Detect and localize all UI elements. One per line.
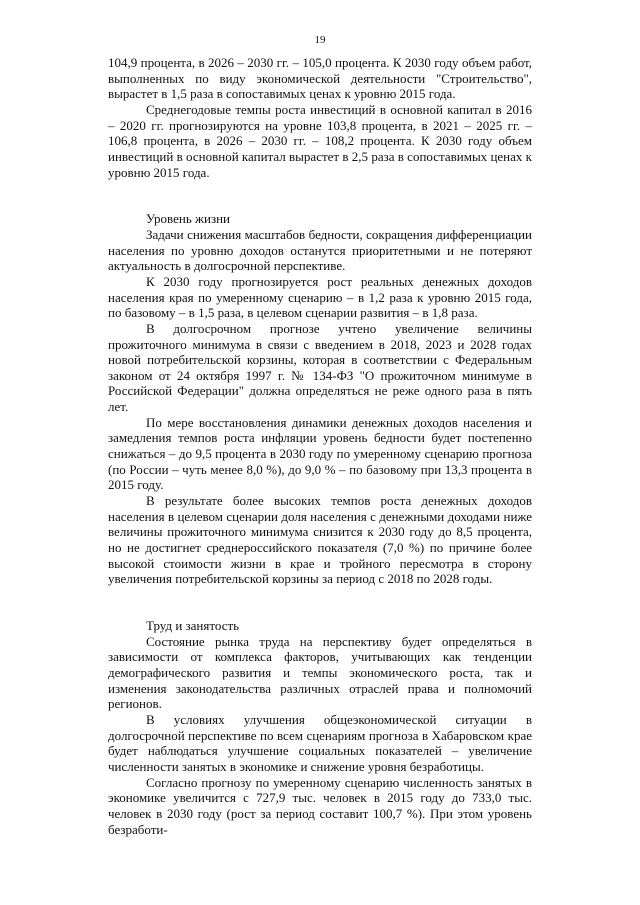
- section-heading-living-standard: Уровень жизни: [146, 211, 231, 227]
- section-heading-labor-employment: Труд и занятость: [146, 618, 240, 633]
- paragraph: 104,9 процента, в 2026 – 2030 гг. – 105,0 процента. К 2030 году объем работ, выполненных по виду экономической деятельности "Строительство", вырастет в 1,5 раза в сопоставимых ценах к уровню 2015 года.: [108, 55, 532, 102]
- paragraph: Согласно прогнозу по умеренному сценарию численность занятых в экономике увеличится с 727,9 тыс. человек в 2015 году до 733,0 тыс. человек в 2030 году (рост за период составит 100,7 %). При этом уровень безработи-: [108, 774, 532, 837]
- paragraph: По мере восстановления динамики денежных доходов населения и замедления темпов роста инфляции уровень бедности будет постепенно снижаться – до 9,5 процента в 2030 году по умеренному сценарию прогноза (по России – чуть менее 8,0 %), до 9,0 % – по базовому при 13,3 процента в 2015 году.: [108, 414, 532, 493]
- page-number: 19: [314, 34, 326, 46]
- paragraph: Задачи снижения масштабов бедности, сокращения дифференциации населения по уровню доходов останутся приоритетными и не потеряют актуальность в долгосрочной перспективе.: [108, 226, 532, 274]
- paragraph: В условиях улучшения общеэкономической ситуации в долгосрочной перспективе по всем сценариям прогноза в Хабаровском крае будет наблюдаться улучшение социальных показателей – увеличение численности занятых в экономике и снижение уровня безработицы.: [108, 711, 532, 774]
- section-gap: [108, 587, 532, 618]
- document-body: [108, 55, 532, 837]
- paragraph: Состояние рынка труда на перспективу будет определяться в зависимости от комплекса факторов, учитывающих как тенденции демографического развития и темпы экономического роста, так и изменения законодательства различных отраслей права и полномочий регионов.: [108, 633, 532, 712]
- paragraph: В результате более высоких темпов роста денежных доходов населения в целевом сценарии доля населения с денежными доходами ниже величины прожиточного минимума снизится к 2030 году до 8,5 процента, но не достигнет среднероссийского показателя (7,0 %) по причине более высокой стоимости жизни в крае и тройного пересмотра в сторону увеличения потребительской корзины за период с 2018 по 2028 годы.: [108, 493, 532, 587]
- paragraph: Среднегодовые темпы роста инвестиций в основной капитал в 2016 – 2020 гг. прогнозируются на уровне 103,8 процента, в 2021 – 2025 гг. – 106,8 процента, в 2026 – 2030 гг. – 108,2 процента. К 2030 году объем инвестиций в основной капитал вырастет в 2,5 раза в сопоставимых ценах к уровню 2015 года.: [108, 101, 532, 180]
- paragraph: К 2030 году прогнозируется рост реальных денежных доходов населения края по умеренному сценарию – в 1,2 раза к уровню 2015 года, по базовому – в 1,5 раза, в целевом сценарии развития – в 1,8 раза.: [108, 273, 532, 321]
- section-gap: [108, 180, 532, 211]
- paragraph: В долгосрочном прогнозе учтено увеличение величины прожиточного минимума в связи с введением в 2018, 2023 и 2028 годах новой потребительской корзины, которая в соответствии с Федеральным законом от 24 октября 1997 г. № 134-ФЗ "О прожиточном минимуме в Российской Федерации" должна определяться не реже одного раза в пять лет.: [108, 320, 532, 415]
